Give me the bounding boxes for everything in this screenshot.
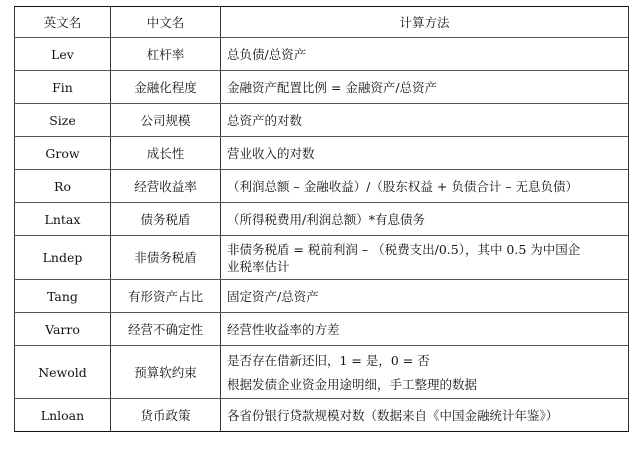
header-calculation-method: 计算方法 [221,7,629,38]
cell-chinese-name: 非债务税盾 [111,236,221,280]
cell-calculation-method [221,399,629,432]
method-line: 总资产的对数 [227,112,303,128]
cell-calculation-method [221,170,629,203]
cell-english-name: Fin [15,71,111,104]
variable-definition-table-wrapper [14,6,628,432]
cell-english-name: Tang [15,280,111,313]
table-row [15,280,629,313]
cell-chinese-name: 经营不确定性 [111,313,221,346]
table-row [15,137,629,170]
cell-calculation-method [221,203,629,236]
method-line: 营业收入的对数 [227,145,315,161]
cell-chinese-name: 有形资产占比 [111,280,221,313]
cell-chinese-name: 货币政策 [111,399,221,432]
method-line: 非债务税盾 = 税前利润 – （税费支出/0.5），其中 0.5 为中国企 [227,241,581,257]
cell-chinese-name: 经营收益率 [111,170,221,203]
table-row [15,71,629,104]
cell-calculation-method [221,313,629,346]
method-line: 业税率估计 [227,258,290,274]
cell-english-name: Varro [15,313,111,346]
cell-english-name: Grow [15,137,111,170]
method-line: 金融资产配置比例 = 金融资产/总资产 [227,79,438,95]
cell-calculation-method [221,104,629,137]
cell-english-name: Lndep [15,236,111,280]
method-line: 固定资产/总资产 [227,288,319,304]
cell-calculation-method [221,236,629,280]
cell-english-name: Lntax [15,203,111,236]
table-row [15,203,629,236]
cell-chinese-name: 杠杆率 [111,38,221,71]
method-line: 各省份银行贷款规模对数（数据来自《中国金融统计年鉴》） [227,407,559,423]
table-row [15,346,629,399]
table-row [15,38,629,71]
cell-chinese-name: 债务税盾 [111,203,221,236]
cell-calculation-method [221,137,629,170]
table-row [15,399,629,432]
cell-chinese-name: 成长性 [111,137,221,170]
cell-english-name: Lev [15,38,111,71]
cell-chinese-name: 预算软约束 [111,346,221,399]
table-row [15,170,629,203]
header-chinese-name: 中文名 [111,7,221,38]
cell-english-name: Ro [15,170,111,203]
table-row [15,313,629,346]
method-line: 根据发债企业资金用途明细，手工整理的数据 [227,376,478,392]
table-row [15,104,629,137]
cell-calculation-method [221,346,629,399]
table-header-row [15,7,629,38]
cell-english-name: Lnloan [15,399,111,432]
header-english-name: 英文名 [15,7,111,38]
cell-english-name: Newold [15,346,111,399]
method-line: （所得税费用/利润总额）*有息债务 [227,211,425,227]
cell-chinese-name: 金融化程度 [111,71,221,104]
cell-calculation-method [221,71,629,104]
method-line: 总负债/总资产 [227,46,307,62]
cell-chinese-name: 公司规模 [111,104,221,137]
cell-calculation-method [221,38,629,71]
method-line: （利润总额 – 金融收益）/（股东权益 + 负债合计 – 无息负债） [227,178,579,194]
cell-calculation-method [221,280,629,313]
variable-definition-table [14,6,629,432]
method-line: 是否存在借新还旧，1 = 是，0 = 否 [227,352,430,368]
cell-english-name: Size [15,104,111,137]
method-line: 经营性收益率的方差 [227,321,340,337]
table-row [15,236,629,280]
